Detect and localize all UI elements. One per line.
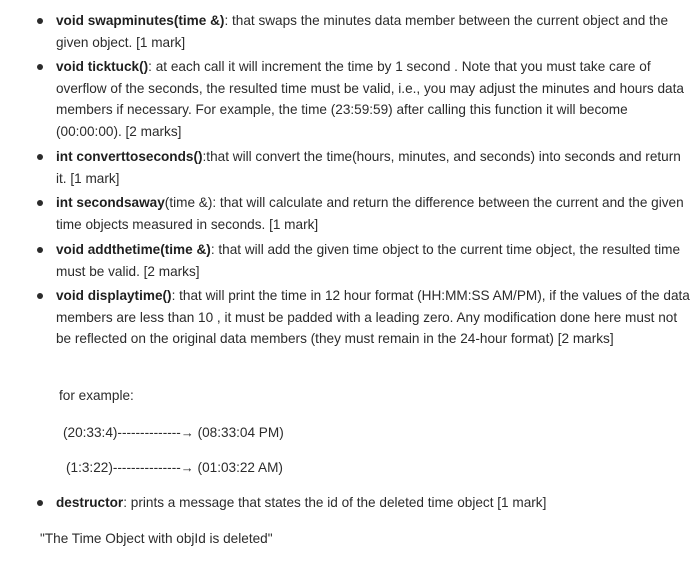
bullet-icon	[37, 200, 43, 206]
bullet-icon	[37, 247, 43, 253]
method-signature: destructor	[56, 495, 124, 510]
list-item	[56, 492, 692, 514]
example-dashes: --------------	[117, 425, 181, 440]
example-line	[63, 422, 284, 443]
bullet-icon	[37, 500, 43, 506]
list-item	[56, 10, 692, 53]
example-input: (1:3:22)	[66, 460, 113, 475]
method-signature: int converttoseconds()	[56, 149, 203, 164]
list-item	[56, 285, 692, 350]
method-signature: void ticktuck()	[56, 59, 149, 74]
example-line	[66, 457, 283, 478]
list-item	[56, 56, 692, 142]
method-description: : that will print the time in 12 hour format (HH:MM:SS AM/PM), if the values of the data members are less than 10 , it must be padded with a leading zero. Any modification done here must not be reflected on the original data members (they must remain in the 24-hour format) [2 marks]	[56, 288, 690, 346]
bullet-icon	[37, 64, 43, 70]
arrow-right-icon: →	[180, 425, 194, 440]
method-description: : that swaps the minutes data member between the current object and the given object. [1 mark]	[56, 13, 668, 50]
example-output: (01:03:22 AM)	[193, 460, 283, 475]
bullet-icon	[37, 293, 43, 299]
example-input: (20:33:4)	[63, 425, 118, 440]
method-description: : that will add the given time object to the current time object, the resulted time must be valid. [2 marks]	[56, 242, 681, 279]
method-description: :that will convert the time(hours, minutes, and seconds) into seconds and return it. [1 mark]	[56, 149, 681, 186]
list-item	[56, 192, 692, 235]
example-output: (08:33:04 PM)	[193, 425, 284, 440]
bullet-icon	[37, 18, 43, 24]
example-dashes: ---------------	[112, 460, 181, 475]
arrow-right-icon: →	[180, 460, 194, 475]
method-signature: void swapminutes(time &)	[56, 13, 225, 28]
list-item	[56, 146, 692, 189]
destructor-message: "The Time Object with objId is deleted"	[40, 531, 273, 546]
example-heading: for example:	[59, 388, 134, 403]
bullet-icon	[37, 154, 43, 160]
method-signature: void displaytime()	[56, 288, 172, 303]
method-description: (time &): that will calculate and return the difference between the current and the given time objects measured in seconds. [1 mark]	[56, 195, 684, 232]
list-item	[56, 239, 692, 282]
method-description: : prints a message that states the id of the deleted time object [1 mark]	[123, 495, 547, 510]
method-description: : at each call it will increment the time by 1 second . Note that you must take care of overflow of the seconds, the resulted time must be valid, i.e., you may adjust the minutes and hours data members if necessary. For example, the time (23:59:59) after calling this function it will become (00:00:00). [2 marks]	[56, 59, 684, 139]
method-signature: int secondsaway	[56, 195, 165, 210]
method-signature: void addthetime(time &)	[56, 242, 211, 257]
